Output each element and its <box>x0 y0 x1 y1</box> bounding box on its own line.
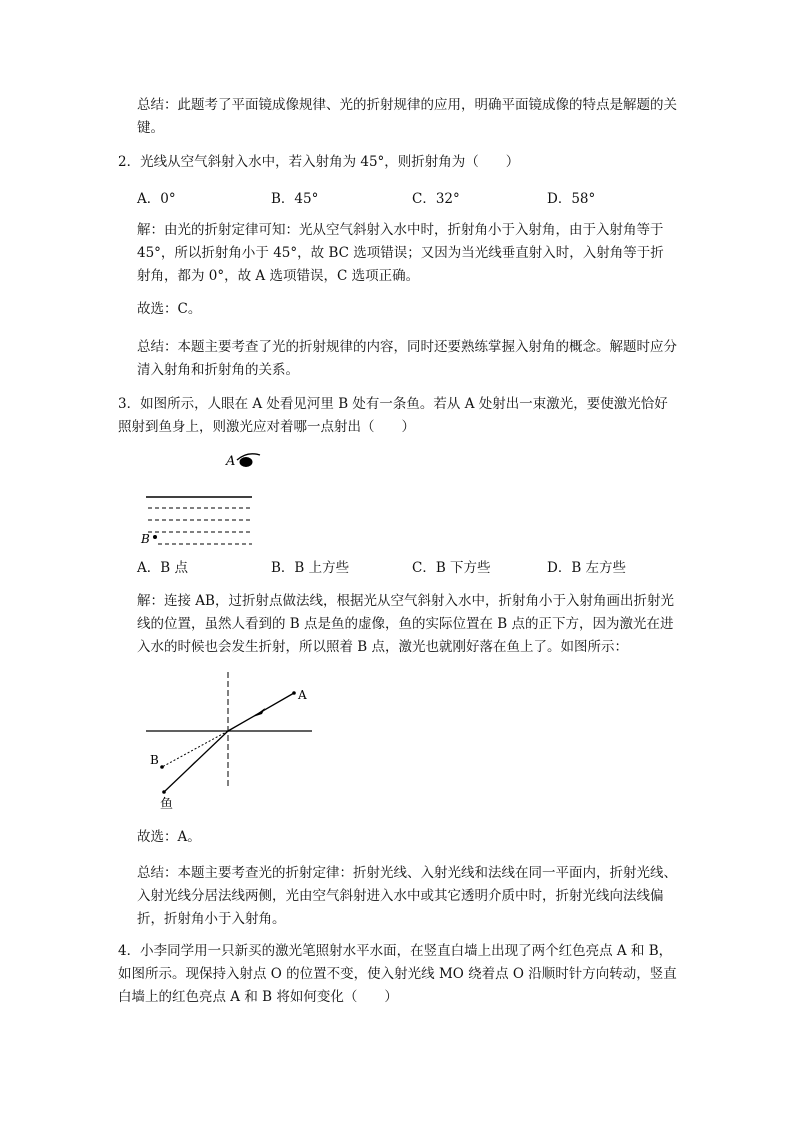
q2-option-a: A．0° <box>137 191 176 207</box>
question-3-options <box>137 558 657 578</box>
q2-answer: 故选：C。 <box>137 301 202 317</box>
question-3-stem: 3．如图所示，人眼在 A 处看见河里 B 处有一条鱼。若从 A 处射出一束激光，要使激光恰好照射到鱼身上，则激光应对着哪一点射出（ ） <box>118 396 668 435</box>
q3-answer: 故选：A。 <box>137 829 201 845</box>
point-fish <box>162 790 166 794</box>
fig1-label-a: A <box>226 454 236 469</box>
q2-option-b: B．45° <box>271 191 319 207</box>
q3-solution: 解：连接 AB，过折射点做法线，根据光从空气斜射入水中，折射角小于入射角画出折射光线的位置，虽然人看到的 B 点是鱼的虚像，鱼的实际位置在 B 点的正下方，因为激光在进入水的时候也会发生折射，所以照着 B 点，激光也就刚好落在鱼上了。如图所示： <box>137 593 674 655</box>
q2-option-c: C．32° <box>412 191 460 207</box>
q2-summary: 总结：本题主要考查了光的折射规律的内容，同时还要熟练掌握入射角的概念。解题时应分清入射角和折射角的关系。 <box>137 339 677 378</box>
eye-icon <box>237 454 260 467</box>
fig2-label-fish: 鱼 <box>160 797 174 812</box>
q3-option-a: A．B 点 <box>137 560 188 576</box>
q2-option-d: D．58° <box>547 191 596 207</box>
summary-q1: 总结：此题考了平面镜成像规律、光的折射规律的应用，明确平面镜成像的特点是解题的关键。 <box>137 97 677 136</box>
fig2-label-b: B <box>150 753 159 767</box>
water-surface-lines <box>146 497 252 544</box>
fish-point-b <box>153 535 157 539</box>
refracted-ray <box>164 731 228 792</box>
q3-summary: 总结：本题主要考查光的折射定律：折射光线、入射光线和法线在同一平面内，折射光线、入射光线分居法线两侧，光由空气斜射进入水中或其它透明介质中时，折射光线向法线偏折，折射角小于入射角。 <box>137 865 677 927</box>
fig1-label-b: B <box>141 532 150 546</box>
figure-refraction-diagram <box>136 668 326 816</box>
incident-arrow-icon <box>253 708 265 717</box>
point-b <box>160 765 164 769</box>
question-2-options <box>137 189 657 209</box>
point-a <box>292 691 296 695</box>
q3-option-d: D．B 左方些 <box>547 560 627 576</box>
question-2-stem: 2．光线从空气斜射入水中，若入射角为 45°，则折射角为（ ） <box>118 154 520 170</box>
figure-eye-and-fish <box>136 448 266 552</box>
question-4-stem: 4．小李同学用一只新买的激光笔照射水平水面，在竖直白墙上出现了两个红色亮点 A 和 B，如图所示。现保持入射点 O 的位置不变，使入射光线 MO 绕着点 O 沿顺时针方向转动，竖直白墙上的红色亮点 A 和 B 将如何变化（ ） <box>118 943 677 1005</box>
q3-option-c: C．B 下方些 <box>412 560 491 576</box>
q3-option-b: B．B 上方些 <box>271 560 350 576</box>
fig2-label-a: A <box>298 688 307 702</box>
q2-solution: 解：由光的折射定律可知：光从空气斜射入水中时，折射角小于入射角，由于入射角等于 45°，所以折射角小于 45°，故 BC 选项错误；又因为当光线垂直射入时，入射角等于折射角，都为 0°，故 A 选项错误，C 选项正确。 <box>137 222 664 284</box>
